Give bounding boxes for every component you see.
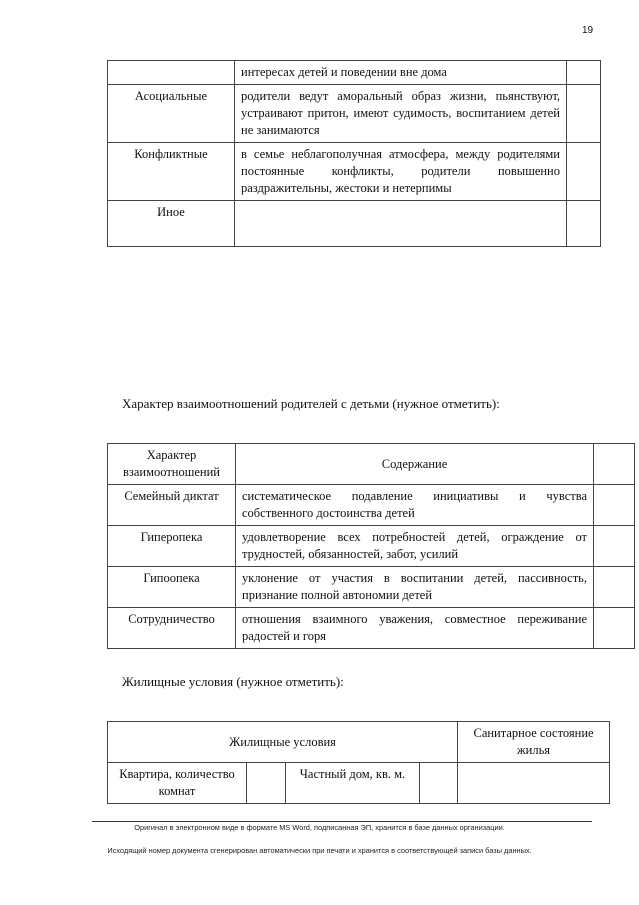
mark-cell[interactable] [594,526,635,567]
family-type-content [235,201,567,247]
family-type-cell: Асоциальные [108,85,235,143]
relationship-caption: Характер взаимоотношений родителей с детьми (нужное отметить): [122,396,500,411]
house-label: Частный дом, кв. м. [286,763,420,804]
table-header-row [108,444,635,485]
mark-header-cell [594,444,635,485]
footer-original-note: Оригинал в электронном виде в формате MS Word, подписанная ЭП, хранится в базе данных организации. [134,823,505,832]
family-type-cell: Конфликтные [108,143,235,201]
table-row [108,567,635,608]
table-header-row [108,722,610,763]
family-type-table [107,60,601,247]
table-row [108,85,601,143]
house-value-cell[interactable] [420,763,458,804]
relationship-content: отношения взаимного уважения, совместное переживание радостей и горя [236,608,594,649]
family-type-content: интересах детей и поведении вне дома [235,61,567,85]
family-type-cell [108,61,235,85]
relationship-content: уклонение от участия в воспитании детей, пассивность, признание полной автономии детей [236,567,594,608]
relationship-type: Сотрудничество [108,608,236,649]
table-row [108,526,635,567]
apartment-label: Квартира, количество комнат [108,763,247,804]
footer-divider [92,821,592,822]
table-row [108,201,601,247]
mark-cell[interactable] [594,608,635,649]
mark-cell[interactable] [567,143,601,201]
table-row [108,608,635,649]
family-type-cell: Иное [108,201,235,247]
mark-cell[interactable] [594,567,635,608]
table-row [108,763,610,804]
mark-cell[interactable] [594,485,635,526]
mark-cell[interactable] [567,201,601,247]
mark-cell[interactable] [567,85,601,143]
apartment-value-cell[interactable] [247,763,286,804]
living-conditions-caption: Жилищные условия (нужное отметить): [122,674,344,689]
header-relationship: Характер взаимоотношений [108,444,236,485]
header-content: Содержание [236,444,594,485]
family-type-content: родители ведут аморальный образ жизни, пьянствуют, устраивают притон, имеют судимость, воспитанием детей не занимаются [235,85,567,143]
table-row [108,485,635,526]
relationship-content: удовлетворение всех потребностей детей, ограждение от трудностей, обязанностей, забот, усилий [236,526,594,567]
table-row [108,143,601,201]
page-number: 19 [582,25,594,36]
mark-cell[interactable] [567,61,601,85]
living-conditions-table [107,721,610,804]
header-sanitary-state: Санитарное состояние жилья [458,722,610,763]
sanitary-value-cell[interactable] [458,763,610,804]
relationship-type: Семейный диктат [108,485,236,526]
header-living-conditions: Жилищные условия [108,722,458,763]
footer-number-note: Исходящий номер документа сгенерирован автоматически при печати и хранится в соответствующей записи базы данных. [107,846,532,855]
relationship-table [107,443,635,649]
relationship-type: Гипоопека [108,567,236,608]
relationship-type: Гиперопека [108,526,236,567]
table-row [108,61,601,85]
family-type-content: в семье неблагополучная атмосфера, между родителями постоянные конфликты, родители повышенно раздражительны, жестоки и нетерпимы [235,143,567,201]
relationship-content: систематическое подавление инициативы и чувства собственного достоинства детей [236,485,594,526]
